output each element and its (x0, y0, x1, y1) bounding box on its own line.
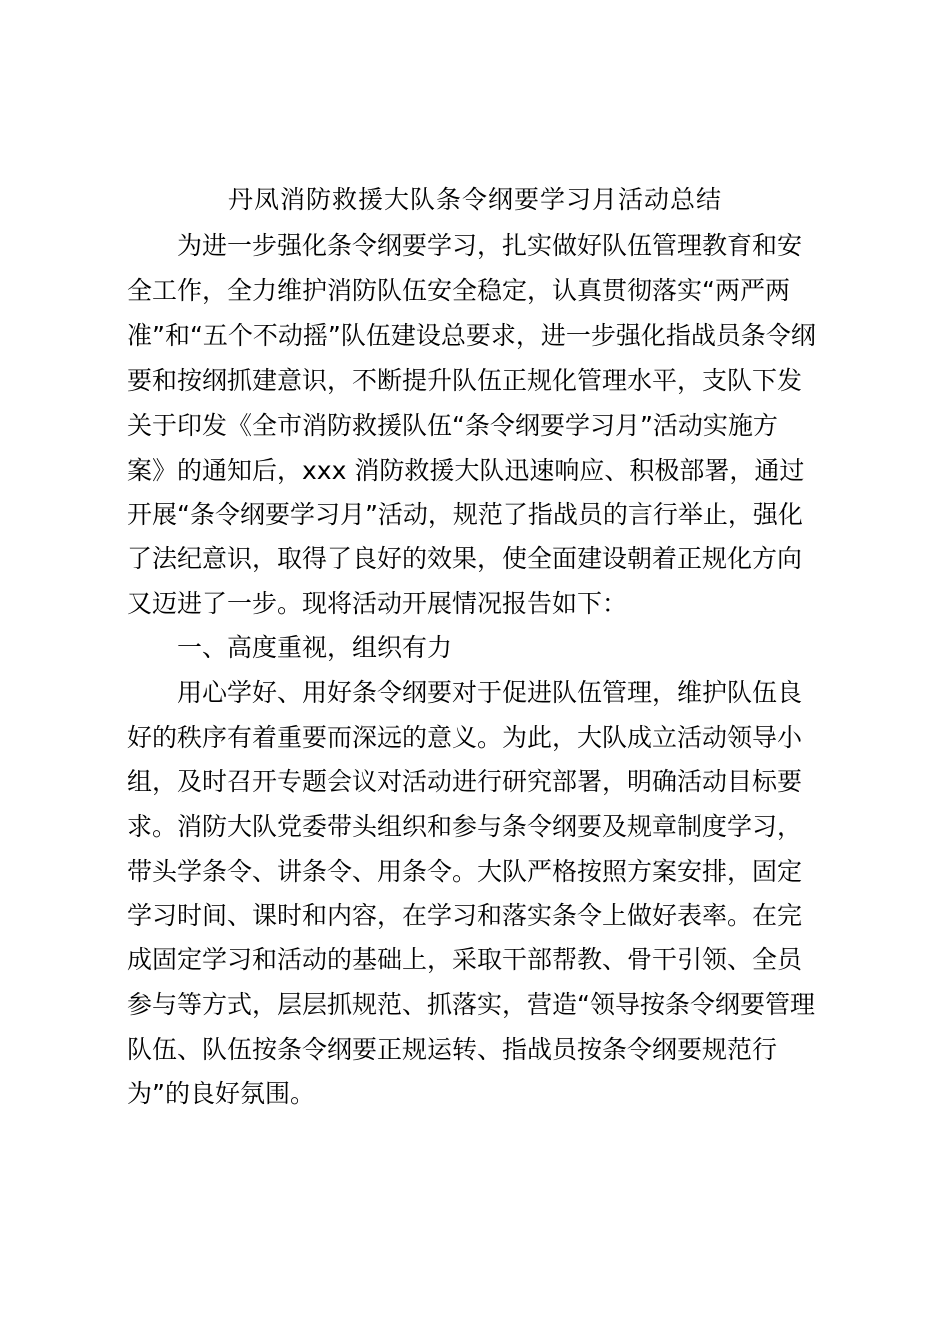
paragraph-line: 开展“条令纲要学习月”活动，规范了指战员的言行举止，强化 (127, 500, 803, 529)
paragraph-line: 求。消防大队党委带头组织和参与条令纲要及规章制度学习， (127, 812, 803, 841)
paragraph-line: 组，及时召开专题会议对活动进行研究部署，明确活动目标要 (127, 767, 803, 796)
paragraph-line: 成固定学习和活动的基础上，采取干部帮教、骨干引领、全员 (127, 945, 803, 974)
document-title: 丹凤消防救援大队条令纲要学习月活动总结 (227, 185, 722, 214)
paragraph-line: 全工作，全力维护消防队伍安全稳定，认真贯彻落实“两严两 (127, 276, 790, 305)
paragraph-line: 用心学好、用好条令纲要对于促进队伍管理，维护队伍良 (177, 678, 803, 707)
paragraph-line: 准”和“五个不动摇”队伍建设总要求，进一步强化指战员条令纲 (127, 321, 816, 350)
paragraph-line: 关于印发《全市消防救援队伍“条令纲要学习月”活动实施方 (127, 411, 778, 440)
paragraph-line: 要和按纲抓建意识，不断提升队伍正规化管理水平，支队下发 (127, 366, 803, 395)
paragraph-line: 带头学条令、讲条令、用条令。大队严格按照方案安排，固定 (127, 857, 803, 886)
paragraph-line: 案》的通知后，xxx 消防救援大队迅速响应、积极部署，通过 (127, 456, 805, 485)
paragraph-line: 学习时间、课时和内容，在学习和落实条令上做好表率。在完 (127, 901, 803, 930)
paragraph-line: 了法纪意识，取得了良好的效果，使全面建设朝着正规化方向 (127, 544, 803, 573)
paragraph-line: 又迈进了一步。现将活动开展情况报告如下： (127, 589, 628, 618)
section-heading: 一、高度重视，组织有力 (177, 633, 453, 662)
paragraph-line: 参与等方式，层层抓规范、抓落实，营造“领导按条令纲要管理 (127, 990, 815, 1019)
paragraph-line: 为”的良好氛围。 (127, 1079, 315, 1108)
paragraph-line: 为进一步强化条令纲要学习，扎实做好队伍管理教育和安 (177, 231, 803, 260)
paragraph-line: 好的秩序有着重要而深远的意义。为此，大队成立活动领导小 (127, 723, 803, 752)
paragraph-line: 队伍、队伍按条令纲要正规运转、指战员按条令纲要规范行 (127, 1035, 778, 1064)
